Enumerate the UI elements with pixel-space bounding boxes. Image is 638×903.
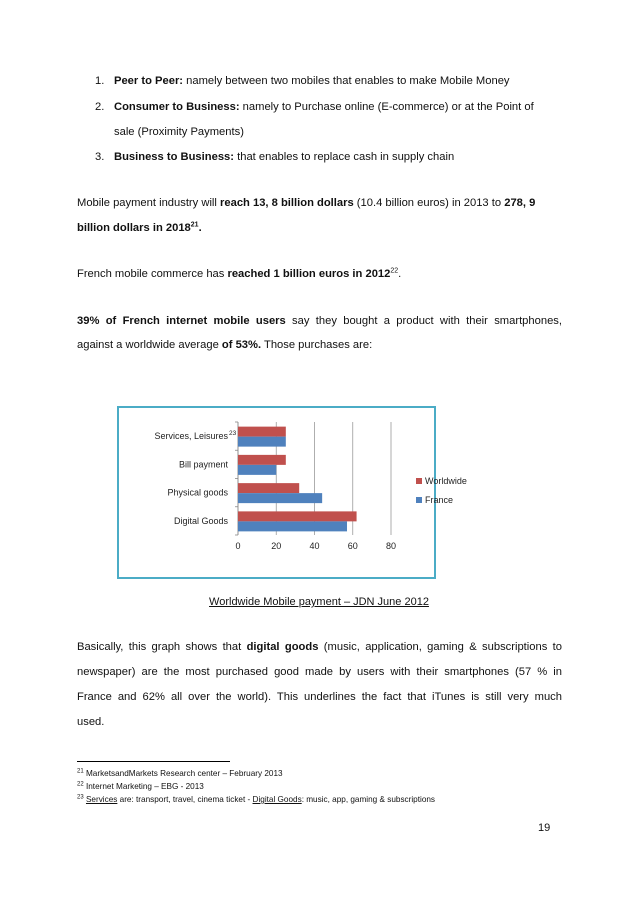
bar-france bbox=[238, 521, 347, 531]
footnote-number: 21 bbox=[77, 768, 84, 775]
list-number: 1. bbox=[95, 75, 105, 87]
bar-worldwide bbox=[238, 427, 286, 437]
list-number: 2. bbox=[95, 101, 105, 113]
legend-swatch-france bbox=[416, 497, 422, 503]
footnote bbox=[77, 793, 435, 806]
text-run-bold: 39% of French internet mobile users bbox=[77, 315, 286, 327]
x-tick-label: 0 bbox=[235, 541, 241, 551]
footnote-ref: 22 bbox=[390, 267, 399, 275]
text-run: Basically, this graph shows that bbox=[77, 641, 247, 653]
text-run: against a worldwide average bbox=[77, 339, 222, 351]
footnote-term: Services bbox=[85, 795, 118, 804]
footnote-text: are: transport, travel, cinema ticket - bbox=[117, 795, 253, 804]
paragraph-market-size-line2 bbox=[77, 216, 562, 241]
text-run-bold: digital goods bbox=[246, 641, 319, 653]
legend-swatch-worldwide bbox=[416, 478, 422, 484]
category-footnote-ref: 23 bbox=[229, 430, 237, 438]
list-term: Peer to Peer: bbox=[114, 75, 184, 87]
caption-text: Worldwide Mobile payment – JDN June 2012 bbox=[209, 596, 429, 608]
footnote-text: MarketsandMarkets Research center – February 2013 bbox=[85, 769, 283, 778]
text-run-bold: of 53%. bbox=[221, 339, 262, 351]
bar-worldwide bbox=[238, 511, 357, 521]
footnote-ref: 21 bbox=[190, 221, 199, 229]
footnote-number: 23 bbox=[77, 794, 84, 801]
list-text: sale (Proximity Payments) bbox=[114, 126, 244, 138]
legend-label: France bbox=[425, 495, 454, 505]
bar-worldwide bbox=[238, 483, 299, 493]
list-text: namely to Purchase online (E-commerce) or at the Point of bbox=[239, 101, 534, 113]
page-number: 19 bbox=[538, 822, 551, 834]
list-term: Consumer to Business: bbox=[114, 101, 240, 113]
text-run: French mobile commerce has bbox=[77, 268, 228, 280]
text-run-bold: . bbox=[198, 222, 202, 234]
chart-caption bbox=[0, 596, 638, 608]
paragraph-analysis-line4: used. bbox=[77, 716, 105, 728]
paragraph-french-commerce bbox=[77, 262, 562, 287]
text-run: (music, application, gaming & subscriptions to bbox=[318, 641, 562, 653]
footnote bbox=[77, 767, 283, 780]
y-category-label: Digital Goods bbox=[173, 515, 228, 526]
bar-france bbox=[238, 437, 286, 447]
footnote-text: : music, app, gaming & subscriptions bbox=[301, 795, 436, 804]
x-tick-label: 60 bbox=[347, 541, 358, 551]
x-tick-label: 80 bbox=[385, 541, 397, 551]
y-category-label: Bill payment bbox=[178, 459, 228, 470]
footnote-text: Internet Marketing – EBG - 2013 bbox=[85, 782, 204, 791]
footnote-term: Digital Goods bbox=[252, 795, 302, 804]
text-run: say they bought a product with their smartphones, bbox=[285, 315, 562, 327]
y-category-label: Physical goods bbox=[167, 487, 228, 498]
x-tick-label: 20 bbox=[271, 541, 282, 551]
footnote-number: 22 bbox=[77, 781, 84, 788]
paragraph-users bbox=[77, 309, 562, 334]
bar-france bbox=[238, 493, 322, 503]
legend-label: Worldwide bbox=[425, 476, 467, 486]
bar-worldwide bbox=[238, 455, 286, 465]
list-term: Business to Business: bbox=[114, 151, 234, 163]
text-run: (10.4 billion euros) in 2013 to bbox=[353, 197, 505, 209]
x-tick-label: 40 bbox=[309, 541, 320, 551]
footnote-separator bbox=[77, 761, 230, 762]
text-run: Those purchases are: bbox=[261, 339, 373, 351]
paragraph-users-line2 bbox=[77, 333, 562, 358]
text-run-bold: 278, 9 bbox=[504, 197, 536, 209]
paragraph-analysis-line3: France and 62% all over the world). This underlines the fact that iTunes is still very much bbox=[77, 691, 562, 703]
chart-frame bbox=[117, 406, 467, 579]
paragraph-analysis-line2: newspaper) are the most purchased good made by users with their smartphones (57 % in bbox=[77, 666, 562, 678]
text-run: Mobile payment industry will bbox=[77, 197, 221, 209]
list-number: 3. bbox=[95, 151, 105, 163]
paragraph-market-size bbox=[77, 191, 562, 216]
bar-france bbox=[238, 465, 276, 475]
text-run: . bbox=[398, 268, 402, 280]
list-text: namely between two mobiles that enables to make Mobile Money bbox=[183, 75, 510, 87]
text-run-bold: reached 1 billion euros in 2012 bbox=[227, 268, 391, 280]
list-text: that enables to replace cash in supply chain bbox=[234, 151, 455, 163]
text-run-bold: reach 13, 8 billion dollars bbox=[220, 197, 354, 209]
paragraph-analysis bbox=[77, 635, 562, 660]
y-category-label: Services, Leisures bbox=[154, 431, 228, 442]
bar-chart bbox=[119, 408, 467, 577]
text-run-bold: billion dollars in 2018 bbox=[77, 222, 191, 234]
footnote bbox=[77, 780, 204, 793]
